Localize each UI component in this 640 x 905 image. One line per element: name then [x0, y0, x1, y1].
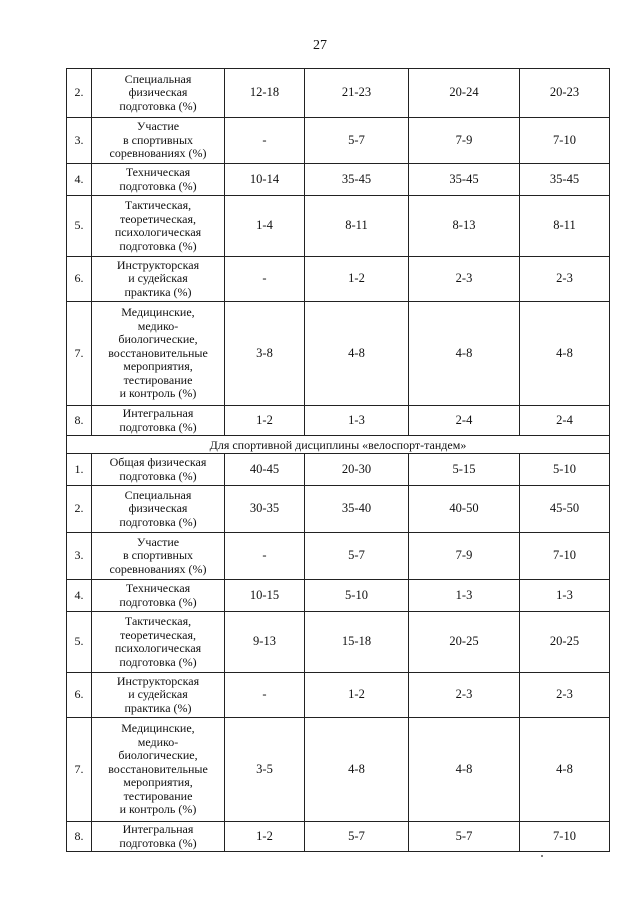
row-value: 4-8	[409, 302, 520, 406]
row-number: 8.	[67, 822, 92, 852]
section-header-row	[67, 436, 610, 454]
table-row	[67, 164, 610, 196]
row-value: 15-18	[305, 612, 409, 673]
row-value: 7-10	[520, 533, 610, 580]
row-value: 40-50	[409, 486, 520, 533]
table-row	[67, 257, 610, 302]
row-value: 5-15	[409, 454, 520, 486]
row-value: 21-23	[305, 69, 409, 118]
row-category: Техническая подготовка (%)	[92, 580, 225, 612]
row-value: 5-10	[520, 454, 610, 486]
row-number: 2.	[67, 69, 92, 118]
row-value: 4-8	[409, 718, 520, 822]
table-row	[67, 486, 610, 533]
table-row	[67, 718, 610, 822]
row-category: Участие в спортивных соревнованиях (%)	[92, 533, 225, 580]
row-value: 20-25	[520, 612, 610, 673]
row-category: Тактическая, теоретическая, психологическая подготовка (%)	[92, 612, 225, 673]
row-number: 4.	[67, 580, 92, 612]
row-number: 3.	[67, 118, 92, 164]
row-value: 12-18	[225, 69, 305, 118]
row-value: 45-50	[520, 486, 610, 533]
row-value: 7-9	[409, 118, 520, 164]
row-value: 4-8	[520, 302, 610, 406]
row-value: 40-45	[225, 454, 305, 486]
row-number: 6.	[67, 673, 92, 718]
row-value: 10-14	[225, 164, 305, 196]
row-number: 6.	[67, 257, 92, 302]
table-row	[67, 118, 610, 164]
row-value: 3-8	[225, 302, 305, 406]
row-value: 35-45	[305, 164, 409, 196]
table-row	[67, 673, 610, 718]
row-value: 5-7	[305, 533, 409, 580]
row-value: 1-3	[520, 580, 610, 612]
row-category: Специальная физическая подготовка (%)	[92, 486, 225, 533]
row-value: 1-2	[225, 822, 305, 852]
table-row	[67, 580, 610, 612]
row-value: 5-7	[409, 822, 520, 852]
row-value: 30-35	[225, 486, 305, 533]
row-value: 7-10	[520, 822, 610, 852]
table-row	[67, 533, 610, 580]
row-value: 9-13	[225, 612, 305, 673]
row-value: 1-2	[305, 673, 409, 718]
table-row	[67, 612, 610, 673]
row-value: 8-11	[520, 196, 610, 257]
row-category: Общая физическая подготовка (%)	[92, 454, 225, 486]
row-value: 1-3	[305, 406, 409, 436]
row-value: 1-3	[409, 580, 520, 612]
row-value: 10-15	[225, 580, 305, 612]
row-number: 8.	[67, 406, 92, 436]
row-category: Интегральная подготовка (%)	[92, 406, 225, 436]
row-value: 20-30	[305, 454, 409, 486]
row-value: 4-8	[305, 718, 409, 822]
row-value: 1-2	[305, 257, 409, 302]
row-value: -	[225, 257, 305, 302]
row-value: 5-10	[305, 580, 409, 612]
row-value: 5-7	[305, 118, 409, 164]
table-row	[67, 406, 610, 436]
row-value: 5-7	[305, 822, 409, 852]
row-value: 4-8	[520, 718, 610, 822]
row-value: 7-10	[520, 118, 610, 164]
row-number: 2.	[67, 486, 92, 533]
row-category: Участие в спортивных соревнованиях (%)	[92, 118, 225, 164]
row-category: Медицинские, медико- биологические, восстановительные мероприятия, тестирование и контроль (%)	[92, 718, 225, 822]
row-value: 2-4	[520, 406, 610, 436]
row-value: 2-3	[409, 673, 520, 718]
row-value: 2-3	[520, 257, 610, 302]
row-value: 2-3	[409, 257, 520, 302]
row-category: Интегральная подготовка (%)	[92, 822, 225, 852]
row-value: 8-11	[305, 196, 409, 257]
row-value: 20-25	[409, 612, 520, 673]
row-category: Инструкторская и судейская практика (%)	[92, 257, 225, 302]
row-value: -	[225, 118, 305, 164]
table-row	[67, 302, 610, 406]
row-value: 35-45	[409, 164, 520, 196]
row-value: 3-5	[225, 718, 305, 822]
row-number: 5.	[67, 196, 92, 257]
row-category: Медицинские, медико- биологические, восстановительные мероприятия, тестирование и контроль (%)	[92, 302, 225, 406]
scan-dot	[541, 855, 543, 857]
row-category: Специальная физическая подготовка (%)	[92, 69, 225, 118]
row-value: 35-40	[305, 486, 409, 533]
row-value: 2-4	[409, 406, 520, 436]
row-number: 7.	[67, 302, 92, 406]
row-value: 20-23	[520, 69, 610, 118]
section-header: Для спортивной дисциплины «велоспорт-тандем»	[67, 436, 610, 454]
row-value: 7-9	[409, 533, 520, 580]
row-number: 4.	[67, 164, 92, 196]
row-value: 20-24	[409, 69, 520, 118]
table-row	[67, 822, 610, 852]
row-number: 3.	[67, 533, 92, 580]
table-row	[67, 196, 610, 257]
table-row	[67, 454, 610, 486]
row-value: 2-3	[520, 673, 610, 718]
row-number: 7.	[67, 718, 92, 822]
row-value: 4-8	[305, 302, 409, 406]
row-value: 35-45	[520, 164, 610, 196]
row-value: 1-4	[225, 196, 305, 257]
row-number: 1.	[67, 454, 92, 486]
row-category: Техническая подготовка (%)	[92, 164, 225, 196]
row-number: 5.	[67, 612, 92, 673]
row-category: Тактическая, теоретическая, психологическая подготовка (%)	[92, 196, 225, 257]
row-value: -	[225, 673, 305, 718]
row-value: -	[225, 533, 305, 580]
training-distribution-table	[66, 68, 610, 852]
row-category: Инструкторская и судейская практика (%)	[92, 673, 225, 718]
page-number: 27	[313, 38, 327, 53]
row-value: 1-2	[225, 406, 305, 436]
row-value: 8-13	[409, 196, 520, 257]
table-row	[67, 69, 610, 118]
